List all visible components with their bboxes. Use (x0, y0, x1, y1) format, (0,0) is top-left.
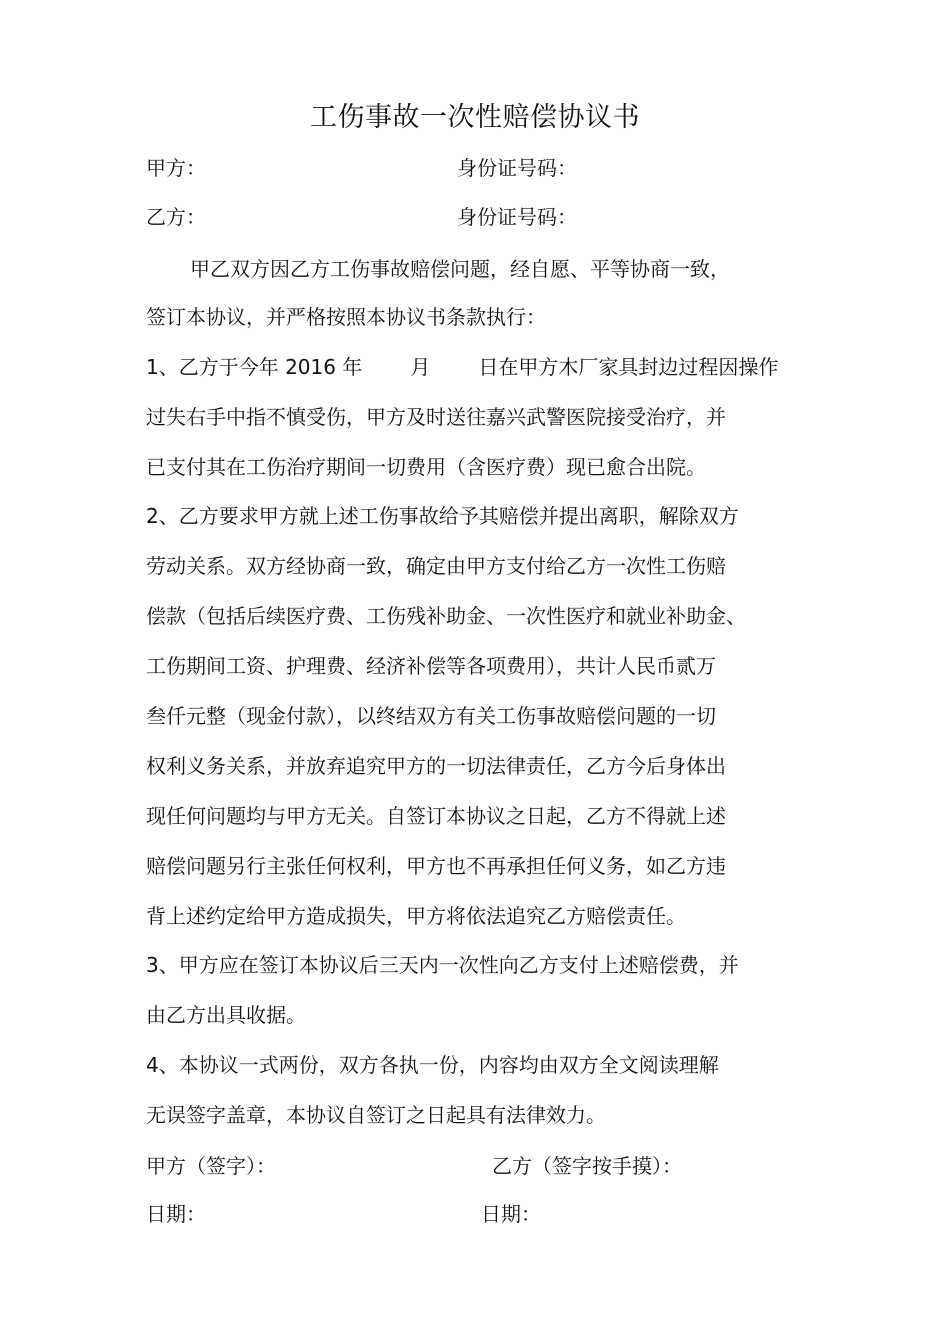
clause-2-line-4: 工伤期间工资、护理费、经济补偿等各项费用），共计人民币贰万 (146, 654, 716, 678)
clause-2-line-2: 劳动关系。双方经协商一致，确定由甲方支付给乙方一次性工伤赔 (146, 554, 726, 578)
party-b-id-label: 身份证号码： (457, 205, 577, 229)
clause-2-line-8: 赔偿问题另行主张任何权利，甲方也不再承担任何义务，如乙方违 (146, 854, 726, 878)
clause-1-date-suffix: 日在甲方木厂家具封边过程因操作 (478, 355, 779, 379)
clause-2-line-9: 背上述约定给甲方造成损失，甲方将依法追究乙方赔偿责任。 (146, 904, 686, 928)
clause-4-line-1: 4、本协议一式两份，双方各执一份，内容均由双方全文阅读理解 (146, 1053, 719, 1077)
clause-2-line-5: 叁仟元整（现金付款），以终结双方有关工伤事故赔偿问题的一切 (146, 704, 716, 728)
intro-line-1: 甲乙双方因乙方工伤事故赔偿问题，经自愿、平等协商一致， (190, 257, 730, 281)
clause-3-line-2: 由乙方出具收据。 (146, 1003, 306, 1027)
party-a-signature-label: 甲方（签字）： (146, 1154, 276, 1178)
party-b-label: 乙方： (146, 205, 206, 229)
clause-2-line-7: 现任何问题均与甲方无关。自签订本协议之日起，乙方不得就上述 (146, 804, 726, 828)
party-a-label: 甲方： (146, 156, 206, 180)
clause-4-line-2: 无误签字盖章，本协议自签订之日起具有法律效力。 (146, 1103, 606, 1127)
clause-1-date-prefix: 1、乙方于今年 2016 年 (146, 355, 363, 379)
party-b-date-label: 日期： (481, 1202, 541, 1226)
clause-2-line-3: 偿款（包括后续医疗费、工伤残补助金、一次性医疗和就业补助金、 (146, 604, 746, 628)
document-title: 工伤事故一次性赔偿协议书 (310, 102, 640, 133)
party-a-date-label: 日期： (146, 1202, 206, 1226)
clause-1-line-1 (146, 352, 778, 382)
clause-2-line-6: 权利义务关系，并放弃追究甲方的一切法律责任，乙方今后身体出 (146, 754, 726, 778)
clause-1-line-2: 过失右手中指不慎受伤，甲方及时送往嘉兴武警医院接受治疗，并 (146, 405, 726, 429)
clause-1-month: 月 (410, 355, 431, 379)
party-b-signature-label: 乙方（签字按手摸）： (492, 1154, 682, 1178)
intro-line-2: 签订本协议，并严格按照本协议书条款执行： (146, 305, 546, 329)
clause-3-line-1: 3、甲方应在签订本协议后三天内一次性向乙方支付上述赔偿费，并 (146, 953, 739, 977)
clause-2-line-1: 2、乙方要求甲方就上述工伤事故给予其赔偿并提出离职，解除双方 (146, 504, 739, 528)
clause-1-line-3: 已支付其在工伤治疗期间一切费用（含医疗费）现已愈合出院。 (146, 455, 706, 479)
party-a-id-label: 身份证号码： (457, 156, 577, 180)
